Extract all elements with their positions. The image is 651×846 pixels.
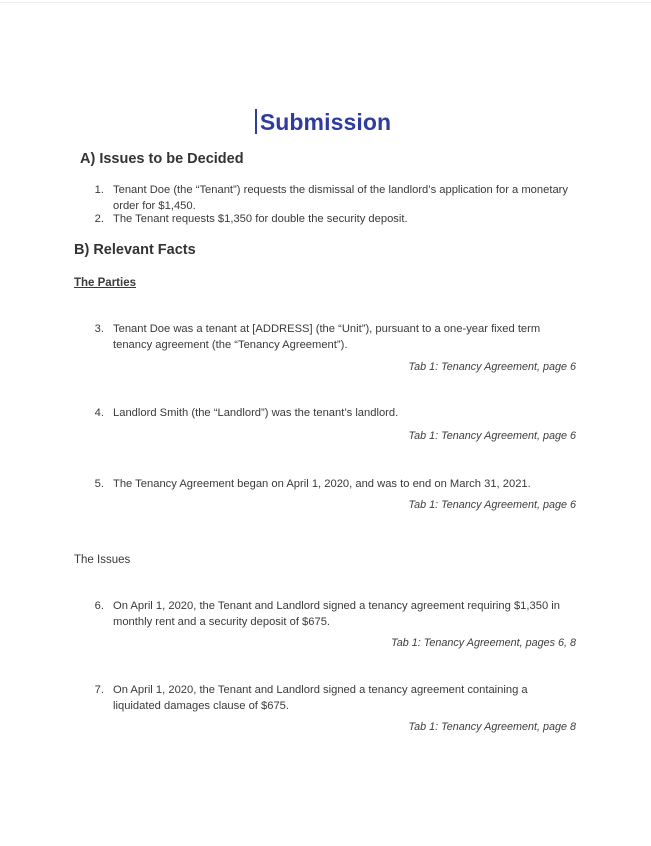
- text-caret-icon: [255, 109, 257, 134]
- section-heading-b: B) Relevant Facts: [74, 242, 196, 258]
- page-title-text: Submission: [259, 109, 392, 135]
- citation: Tab 1: Tenancy Agreement, page 6: [408, 361, 576, 373]
- list-item-text: The Tenant requests $1,350 for double the security deposit.: [113, 213, 408, 225]
- list-item-number: 6.: [94, 600, 104, 612]
- page-title-container: [0, 108, 651, 136]
- section-heading-a: A) Issues to be Decided: [80, 151, 244, 167]
- page-title[interactable]: [260, 108, 391, 136]
- list-item-number: 4.: [94, 407, 104, 419]
- citation: Tab 1: Tenancy Agreement, pages 6, 8: [391, 637, 576, 649]
- list-item: [88, 477, 576, 493]
- subheading-the-issues: The Issues: [74, 554, 131, 566]
- list-item: [88, 599, 576, 630]
- list-item-text: On April 1, 2020, the Tenant and Landlord signed a tenancy agreement requiring $1,350 in monthly rent and a security deposit of $675.: [113, 600, 560, 628]
- list-item: [88, 683, 576, 714]
- list-item-number: 2.: [94, 213, 104, 225]
- list-item-number: 7.: [94, 684, 104, 696]
- citation: Tab 1: Tenancy Agreement, page 6: [408, 499, 576, 511]
- subheading-the-parties: The Parties: [74, 277, 136, 289]
- list-item: [88, 406, 576, 422]
- list-item-text: Tenant Doe was a tenant at [ADDRESS] (the “Unit”), pursuant to a one-year fixed term tenancy agreement (the “Tenancy Agreement”).: [113, 323, 541, 351]
- list-item-text: Tenant Doe (the “Tenant”) requests the dismissal of the landlord’s application for a monetary order for $1,450.: [113, 184, 568, 212]
- list-item: [88, 183, 576, 214]
- list-item-number: 3.: [94, 323, 104, 335]
- list-item-text: The Tenancy Agreement began on April 1, 2020, and was to end on March 31, 2021.: [113, 478, 531, 490]
- list-item-text: Landlord Smith (the “Landlord”) was the tenant’s landlord.: [113, 407, 399, 419]
- citation: Tab 1: Tenancy Agreement, page 8: [408, 721, 576, 733]
- list-item-number: 1.: [94, 184, 104, 196]
- list-item-number: 5.: [94, 478, 104, 490]
- list-item-text: On April 1, 2020, the Tenant and Landlord signed a tenancy agreement containing a liquidated damages clause of $675.: [113, 684, 528, 712]
- list-item: [88, 322, 576, 353]
- citation: Tab 1: Tenancy Agreement, page 6: [408, 430, 576, 442]
- list-item: [88, 212, 576, 228]
- page-top-divider: [0, 2, 651, 3]
